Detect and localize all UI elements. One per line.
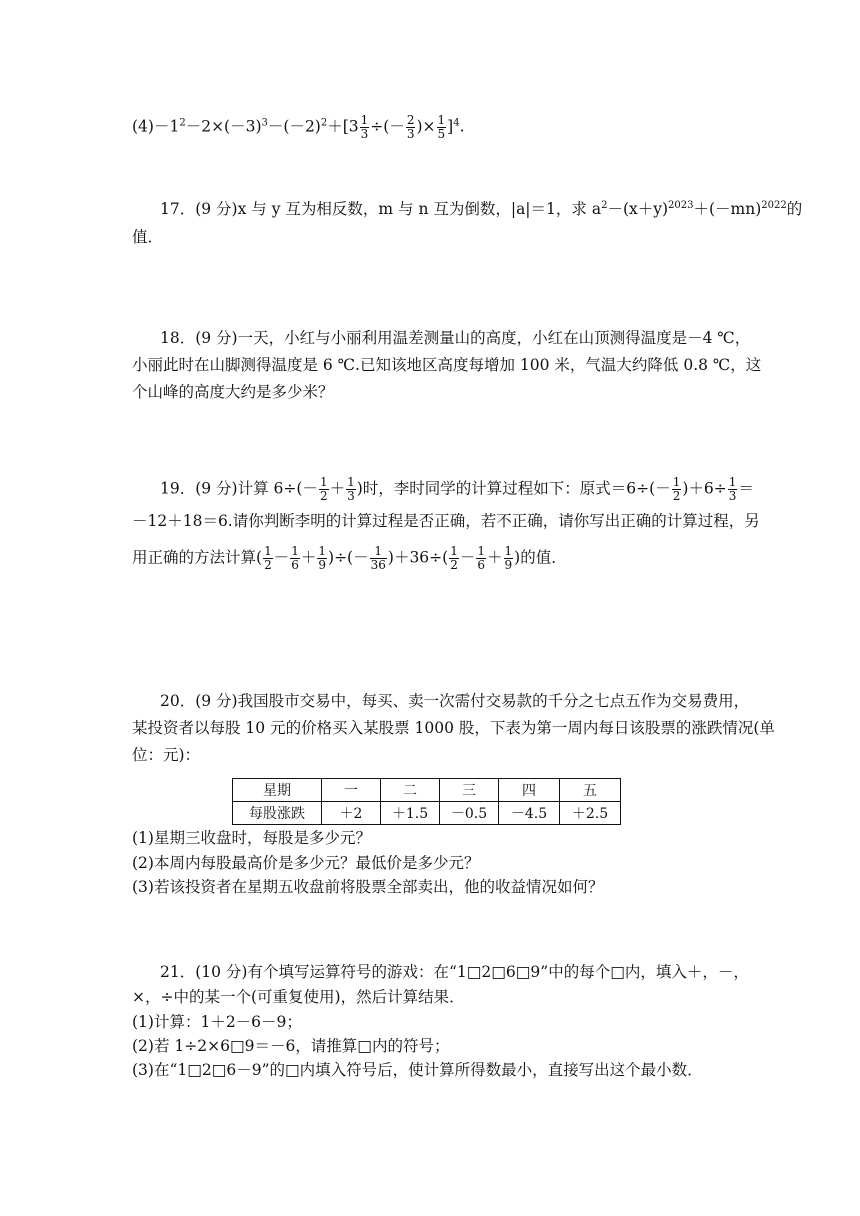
table-header-cell: 星期 bbox=[233, 779, 322, 802]
text: ＋ bbox=[300, 548, 317, 567]
fraction: $\frac{1}{36}$ bbox=[370, 544, 386, 572]
q21-sub1: (1)计算：1＋2－6－9； bbox=[132, 1013, 302, 1031]
q19-line2: －12＋18＝6.请你判断李明的计算过程是否正确，若不正确，请你写出正确的计算过程，另 bbox=[132, 512, 760, 530]
fraction: $\frac{1}{2}$ bbox=[450, 544, 458, 572]
text: 用正确的方法计算( bbox=[132, 548, 263, 567]
q21-sub3: (3)在“1□2□6－9”的□内填入符号后，使计算所得数最小，直接写出这个最小数． bbox=[132, 1061, 703, 1079]
q21-line2: ×，÷中的某一个(可重复使用)，然后计算结果． bbox=[132, 988, 465, 1006]
fraction: $\frac{1}{3}$ bbox=[728, 475, 737, 503]
table-cell: ＋1.5 bbox=[381, 802, 440, 825]
table-cell: －4.5 bbox=[499, 802, 560, 825]
q19-line1 bbox=[160, 476, 754, 503]
exp: 3 bbox=[261, 117, 268, 129]
text: －(－2) bbox=[267, 117, 321, 136]
q20-sub1: (1)星期三收盘时，每股是多少元？ bbox=[132, 829, 371, 847]
q17-line2: 值． bbox=[132, 228, 164, 246]
text: ＝ bbox=[738, 479, 754, 498]
q16-4-expression bbox=[132, 114, 465, 141]
fraction: $\frac{1}{3}$ bbox=[347, 475, 355, 503]
table-header-cell: 一 bbox=[322, 779, 381, 802]
fraction: $\frac{1}{3}$ bbox=[360, 113, 369, 141]
text: － bbox=[273, 548, 290, 567]
text: )× bbox=[416, 117, 436, 136]
table-row-label: 每股涨跌 bbox=[233, 802, 322, 825]
stock-change-table bbox=[232, 778, 621, 825]
q18-line1: 18．(9 分)一天，小红与小丽利用温差测量山的高度，小红在山顶测得温度是－4 ℃， bbox=[160, 329, 751, 347]
q20-line2: 某投资者以每股 10 元的价格买入某股票 1000 股，下表为第一周内每日该股票的涨跌情况(单 bbox=[132, 719, 775, 737]
text: . bbox=[459, 117, 465, 136]
text: )＋36÷( bbox=[387, 548, 449, 567]
q21-line1: 21．(10 分)有个填写运算符号的游戏：在“1□2□6□9”中的每个□内，填入＋，－， bbox=[160, 963, 749, 981]
text: (4)－1 bbox=[132, 117, 180, 136]
table-header-cell: 二 bbox=[381, 779, 440, 802]
text: ] bbox=[447, 117, 454, 136]
fraction: $\frac{1}{9}$ bbox=[318, 544, 327, 572]
text: ＋ bbox=[487, 548, 503, 567]
text: )＋6÷ bbox=[682, 479, 727, 498]
text: －(x＋y) bbox=[607, 200, 669, 218]
exp: 2 bbox=[320, 117, 328, 129]
text: 19．(9 分)计算 6÷(－ bbox=[160, 479, 318, 498]
text: 17．(9 分)x 与 y 互为相反数，m 与 n 互为倒数，|a|＝1，求 a bbox=[160, 200, 602, 218]
fraction: $\frac{1}{2}$ bbox=[672, 475, 681, 503]
table-header-cell: 五 bbox=[560, 779, 621, 802]
q20-sub3: (3)若该投资者在星期五收盘前将股票全部卖出，他的收益情况如何？ bbox=[132, 878, 604, 896]
fraction: $\frac{1}{6}$ bbox=[477, 544, 485, 572]
text: )时，李时同学的计算过程如下：原式＝6÷(－ bbox=[356, 479, 671, 498]
text: ÷(－ bbox=[370, 117, 405, 136]
table-cell: －0.5 bbox=[440, 802, 499, 825]
text: ＋[3 bbox=[327, 117, 359, 136]
table-header-cell: 四 bbox=[499, 779, 560, 802]
q19-line3 bbox=[132, 545, 567, 572]
exp: 2 bbox=[601, 199, 608, 211]
text: －2×(－3) bbox=[185, 117, 262, 136]
text: 的 bbox=[786, 200, 803, 218]
text: ＋(－mn) bbox=[693, 200, 762, 218]
fraction: $\frac{1}{5}$ bbox=[437, 113, 446, 141]
text: － bbox=[459, 548, 476, 567]
q20-line1: 20．(9 分)我国股市交易中，每买、卖一次需付交易款的千分之七点五作为交易费用， bbox=[160, 692, 750, 710]
table-row bbox=[233, 779, 621, 802]
text: )÷(－ bbox=[328, 548, 369, 567]
q20-line3: 位：元)： bbox=[132, 746, 201, 764]
q18-line2: 小丽此时在山脚测得温度是 6 ℃.已知该地区高度每增加 100 米，气温大约降低 0.8 ℃，这 bbox=[132, 356, 762, 374]
q17-line1 bbox=[160, 199, 802, 219]
table-cell: ＋2 bbox=[322, 802, 381, 825]
fraction: $\frac{1}{9}$ bbox=[504, 544, 513, 572]
fraction: $\frac{1}{2}$ bbox=[264, 544, 272, 572]
exp: 2 bbox=[179, 117, 186, 129]
exp: 4 bbox=[453, 117, 460, 129]
table-row bbox=[233, 802, 621, 825]
table-cell: ＋2.5 bbox=[560, 802, 621, 825]
fraction: $\frac{1}{2}$ bbox=[319, 475, 328, 503]
q18-line3: 个山峰的高度大约是多少米？ bbox=[132, 383, 334, 401]
table-header-cell: 三 bbox=[440, 779, 499, 802]
fraction: $\frac{2}{3}$ bbox=[406, 113, 415, 141]
fraction: $\frac{1}{6}$ bbox=[291, 544, 299, 572]
exp: 2023 bbox=[668, 199, 694, 211]
text: )的值． bbox=[514, 548, 567, 567]
q20-sub2: (2)本周内每股最高价是多少元？最低价是多少元？ bbox=[132, 854, 480, 872]
q21-sub2: (2)若 1÷2×6□9＝－6，请推算□内的符号； bbox=[132, 1037, 450, 1055]
text: ＋ bbox=[329, 479, 346, 498]
exp: 2022 bbox=[761, 199, 787, 211]
